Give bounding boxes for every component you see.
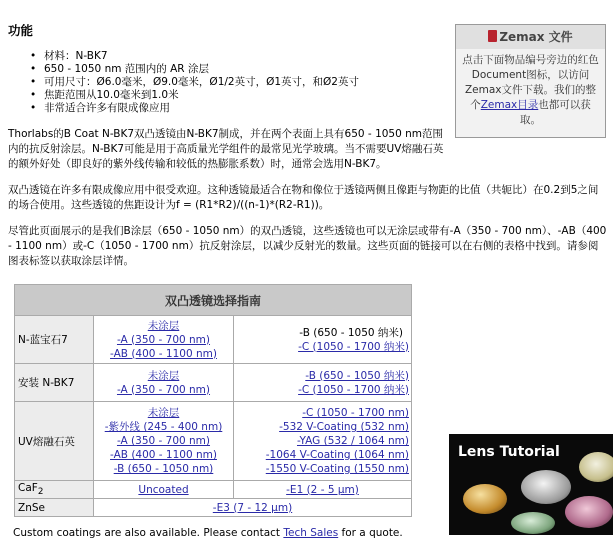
table-title: 双凸透镜选择指南 bbox=[15, 285, 412, 316]
coating-link[interactable]: -AB (400 - 1100 nm) bbox=[110, 449, 217, 461]
coating-links-left bbox=[94, 481, 234, 499]
table-row bbox=[15, 402, 412, 481]
material-cell bbox=[15, 481, 94, 499]
table-row bbox=[15, 481, 412, 499]
coating-link[interactable]: -C (1050 - 1700 纳米) bbox=[298, 340, 409, 353]
coating-links-center bbox=[94, 499, 412, 517]
table-row bbox=[15, 499, 412, 517]
zemax-title: Zemax 文件 bbox=[499, 30, 573, 44]
coating-link[interactable]: -1064 V-Coating (1064 nm) bbox=[265, 449, 409, 461]
document-icon bbox=[488, 30, 497, 42]
coating-link[interactable]: -紫外线 (245 - 400 nm) bbox=[104, 421, 223, 433]
lens-tutorial-banner[interactable] bbox=[449, 434, 613, 535]
feature-item: • 材料：N-BK7 bbox=[30, 50, 359, 63]
coating-link[interactable]: -1550 V-Coating (1550 nm) bbox=[265, 463, 409, 475]
features-list bbox=[30, 50, 359, 115]
coating-link[interactable]: Uncoated bbox=[138, 483, 189, 496]
coating-link[interactable]: 未涂层 bbox=[147, 407, 180, 419]
zemax-text: 点击下面物品编号旁边的红色Document图标，以访问Zemax文件下载。我们的整个 bbox=[462, 54, 599, 111]
material-name: CaF bbox=[18, 482, 38, 494]
zemax-text-end: 也都可以获取。 bbox=[520, 99, 591, 126]
coating-link[interactable]: -A (350 - 700 nm) bbox=[116, 383, 211, 396]
feature-item: • 可用尺寸：Ø6.0毫米，Ø9.0毫米，Ø1/2英寸，Ø1英寸，和Ø2英寸 bbox=[30, 76, 359, 89]
coating-link[interactable]: -E3 (7 - 12 μm) bbox=[212, 501, 293, 514]
coating-link[interactable]: -YAG (532 / 1064 nm) bbox=[296, 435, 409, 447]
lens-image bbox=[463, 484, 507, 514]
zemax-body bbox=[456, 49, 605, 132]
material-cell: UV熔融石英 bbox=[15, 402, 94, 481]
coating-link[interactable]: -E1 (2 - 5 μm) bbox=[286, 483, 359, 496]
coating-links-left bbox=[94, 316, 234, 364]
coating-link[interactable]: -B (650 - 1050 nm) bbox=[113, 463, 214, 475]
coating-link[interactable]: 未涂层 bbox=[147, 369, 180, 382]
footer-text: Custom coatings are also available. Please contact bbox=[13, 527, 284, 539]
coating-links-right bbox=[234, 364, 412, 402]
coating-link[interactable]: -A (350 - 700 nm) bbox=[116, 435, 211, 447]
feature-item: • 焦距范围从10.0毫米到1.0米 bbox=[30, 89, 359, 102]
biconvex-paragraph: 双凸透镜在许多有限成像应用中很受欢迎。这种透镜最适合在物和像位于透镜两侧且像距与物距的比值（共轭比）在0.2到5之间的场合使用。这些透镜的焦距设计为f = (R1*R2)/((n-1)*(R2-R1))。 bbox=[8, 184, 599, 211]
coating-links-right bbox=[234, 316, 412, 364]
coating-link[interactable]: -B (650 - 1050 纳米) bbox=[305, 369, 409, 382]
coating-link[interactable]: -AB (400 - 1100 nm) bbox=[110, 347, 217, 360]
material-cell: ZnSe bbox=[15, 499, 94, 517]
custom-coatings-note bbox=[13, 527, 403, 539]
coating-link[interactable]: -C (1050 - 1700 纳米) bbox=[298, 383, 409, 396]
zemax-box bbox=[455, 24, 606, 138]
feature-item: • 650 - 1050 nm 范围内的 AR 涂层 bbox=[30, 63, 359, 76]
coating-links-left bbox=[94, 402, 234, 481]
coating-link[interactable]: -C (1050 - 1700 nm) bbox=[302, 407, 409, 419]
coating-links-right bbox=[234, 402, 412, 481]
material-subscript: 2 bbox=[37, 487, 44, 498]
material-cell: 安装 N-BK7 bbox=[15, 364, 94, 402]
intro-paragraph: Thorlabs的B Coat N-BK7双凸透镜由N-BK7制成，并在两个表面上具有650 - 1050 nm范围内的抗反射涂层。N-BK7可能是用于高质量光学组件的最常见光学玻璃。当不需要UV熔融石英的额外好处（即良好的紫外线传输和较低的热膨胀系数）时，通常会选用N-BK7。 bbox=[8, 128, 444, 170]
lens-image bbox=[579, 452, 613, 482]
lens-image bbox=[511, 512, 555, 534]
material-cell: N-蓝宝石7 bbox=[15, 316, 94, 364]
lens-image bbox=[521, 470, 571, 504]
zemax-catalog-link[interactable]: Zemax目录 bbox=[480, 99, 539, 111]
coating-links-left bbox=[94, 364, 234, 402]
coating-paragraph: 尽管此页面展示的是我们B涂层（650 - 1050 nm）的双凸透镜，这些透镜也可以无涂层或带有-A（350 - 700 nm）、-AB（400 - 1100 nm）或-C（1050 - 1700 nm）抗反射涂层，以减少反射光的数量。这些页面的链接可以在右侧的表格中找到。请参阅图表标签以获取涂层详情。 bbox=[8, 225, 607, 267]
tech-sales-link[interactable]: Tech Sales bbox=[283, 527, 339, 539]
selection-guide-table bbox=[14, 284, 412, 517]
coating-links-right bbox=[234, 481, 412, 499]
lens-image bbox=[565, 496, 613, 528]
coating-link[interactable]: -A (350 - 700 nm) bbox=[116, 333, 211, 346]
feature-item: • 非常适合许多有限成像应用 bbox=[30, 102, 359, 115]
coating-link[interactable]: 未涂层 bbox=[147, 319, 180, 332]
lens-tutorial-label: Lens Tutorial bbox=[458, 444, 560, 460]
table-row bbox=[15, 316, 412, 364]
coating-label: -B (650 - 1050 纳米) bbox=[299, 326, 403, 339]
coating-link[interactable]: -532 V-Coating (532 nm) bbox=[279, 421, 409, 433]
table-row bbox=[15, 364, 412, 402]
features-title: 功能 bbox=[8, 23, 34, 38]
footer-text-end: for a quote. bbox=[338, 527, 403, 539]
zemax-header bbox=[456, 25, 605, 49]
